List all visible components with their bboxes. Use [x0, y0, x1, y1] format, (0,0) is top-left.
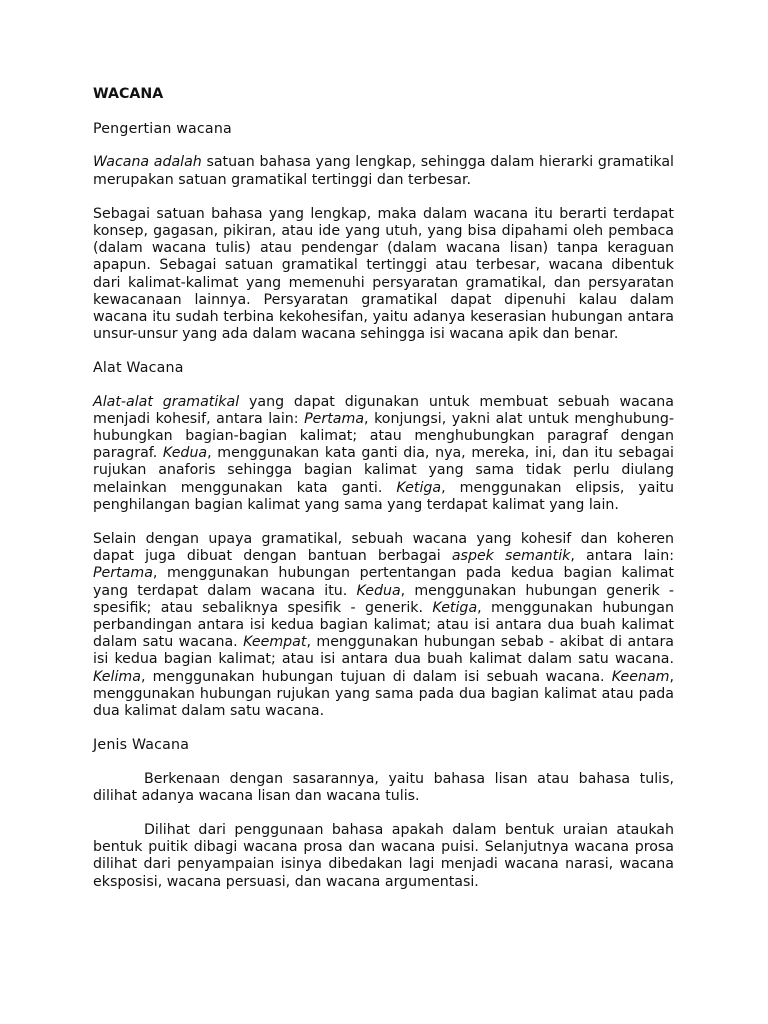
text-run: , menggunakan kata ganti dia, nya, mereka, ini, dan itu sebagai rujukan anaforis sehingga bagian kalimat yang sama tidak perlu diulang melainkan menggunakan kata ganti. [93, 445, 674, 496]
body-paragraph [93, 394, 674, 514]
italic-text: Ketiga [432, 599, 478, 616]
italic-text: Kelima [93, 668, 141, 685]
body-paragraph [93, 206, 674, 344]
section-heading: Jenis Wacana [93, 737, 190, 754]
text-run: Dilihat dari penggunaan bahasa apakah dalam bentuk uraian ataukah bentuk puitik dibagi wacana prosa dan wacana puisi. Selanjutnya wacana prosa dilihat dari penyampaian isinya dibedakan lagi menjadi wacana narasi, wacana eksposisi, wacana persuasi, dan wacana argumentasi. [93, 821, 674, 890]
document-title: WACANA [93, 86, 164, 102]
italic-text: Pertama [304, 410, 365, 427]
body-paragraph [93, 771, 674, 805]
italic-text: Keempat [243, 634, 307, 651]
text-run: , antara lain: [570, 548, 674, 565]
italic-text: aspek semantik [451, 548, 571, 565]
text-run: , menggunakan elipsis, yaitu penghilangan bagian kalimat yang sama yang terdapat kalimat yang lain. [93, 479, 674, 513]
text-run: Selain dengan upaya gramatikal, sebuah wacana yang kohesif dan koheren dapat juga dibuat dengan bantuan berbagai [93, 531, 674, 565]
text-run: , konjungsi, yakni alat untuk menghubung-hubungkan bagian-bagian kalimat; atau menghubungkan paragraf dengan paragraf. [93, 410, 674, 462]
text-run: yang dapat digunakan untuk membuat sebuah wacana menjadi kohesif, antara lain: [93, 393, 674, 427]
body-paragraph [93, 531, 674, 720]
document-body [93, 121, 674, 890]
text-run: , menggunakan hubungan rujukan yang sama pada dua bagian kalimat atau pada dua kalimat dalam satu wacana. [93, 668, 674, 720]
body-paragraph [93, 154, 674, 188]
italic-text: Alat-alat gramatikal [93, 393, 240, 410]
italic-text: Kedua [162, 445, 208, 462]
text-run: Sebagai satuan bahasa yang lengkap, maka dalam wacana itu berarti terdapat konsep, gagasan, pikiran, atau ide yang utuh, yang bisa dipahami oleh pembaca (dalam wacana tulis) atau pendengar (dalam wacana lisan) tanpa keraguan apapun. Sebagai satuan gramatikal tertinggi atau terbesar, wacana dibentuk dari kalimat-kalimat yang memenuhi persyaratan gramatikal, dan persyaratan kewacanaan lainnya. Persyaratan gramatikal dapat dipenuhi kalau dalam wacana itu sudah terbina kekohesifan, yaitu adanya keserasian hubungan antara unsur-unsur yang ada dalam wacana sehingga isi wacana apik dan benar. [93, 205, 674, 343]
italic-text: Ketiga [396, 479, 442, 496]
italic-text: Wacana adalah [93, 154, 202, 171]
text-run: , menggunakan hubungan pertentangan pada kedua bagian kalimat yang terdapat dalam wacana itu. [93, 565, 674, 599]
body-paragraph [93, 821, 674, 890]
text-run: , menggunakan hubungan perbandingan antara isi kedua bagian kalimat; atau isi antara dua buah kalimat dalam satu wacana. [93, 599, 674, 651]
text-run: satuan bahasa yang lengkap, sehingga dalam hierarki gramatikal merupakan satuan gramatikal tertinggi dan terbesar. [93, 154, 674, 188]
text-run: , menggunakan hubungan tujuan di dalam isi sebuah wacana. [140, 668, 612, 685]
italic-text: Keenam [611, 668, 670, 685]
text-run: , menggunakan hubungan generik - spesifik; atau sebaliknya spesifik - generik. [93, 582, 674, 616]
section-heading: Alat Wacana [93, 360, 184, 377]
italic-text: Kedua [356, 582, 401, 599]
text-run: , menggunakan hubungan sebab - akibat di antara isi kedua bagian kalimat; atau isi antara dua buah kalimat dalam satu wacana. [93, 634, 674, 668]
section-heading: Pengertian wacana [93, 121, 232, 138]
text-run: Berkenaan dengan sasarannya, yaitu bahasa lisan atau bahasa tulis, dilihat adanya wacana lisan dan wacana tulis. [93, 770, 674, 804]
italic-text: Pertama [93, 565, 153, 582]
